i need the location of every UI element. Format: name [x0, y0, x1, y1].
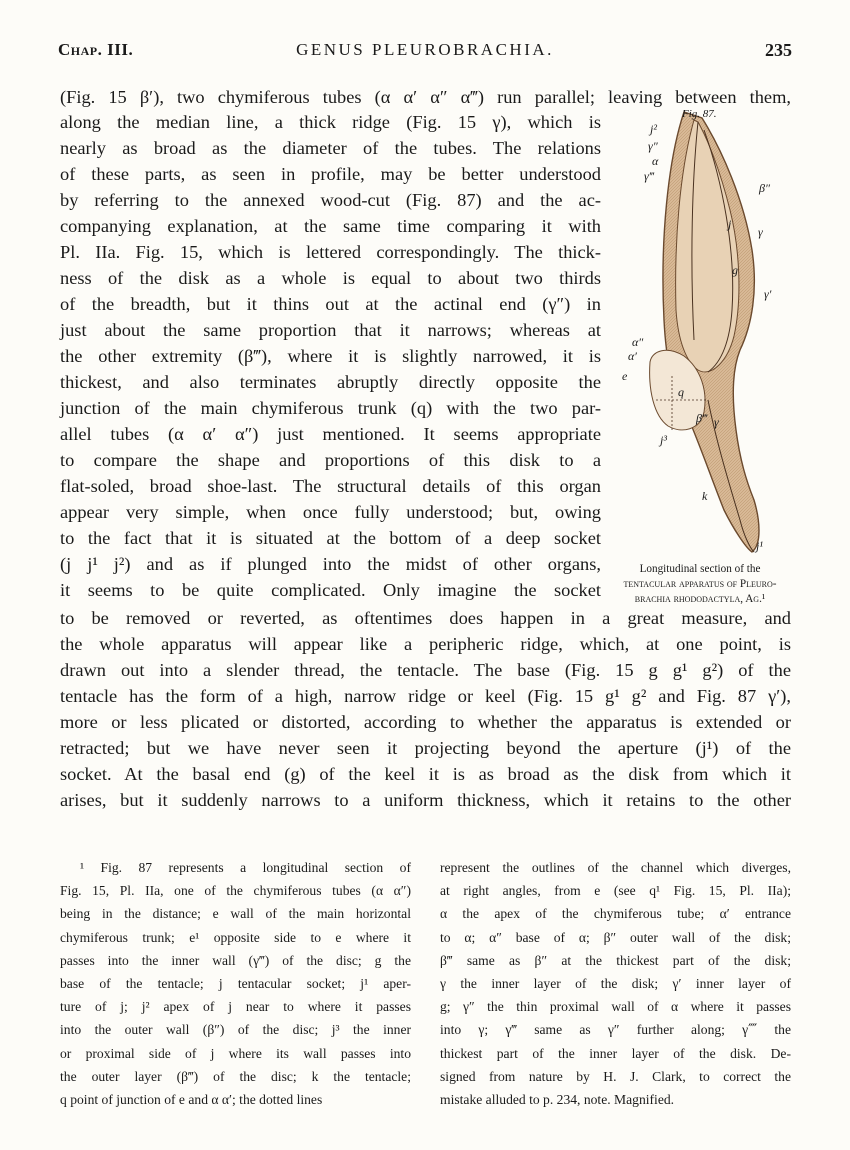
text-line: arises, but it suddenly narrows to a uniform thickness, which it retains to the other [60, 790, 791, 810]
text-line: to the fact that it is situated at the bottom of a deep socket [60, 528, 601, 548]
text-line: β‴ same as β″ at the thickest part of the disk; [440, 952, 791, 968]
text-line: drawn out into a slender thread, the tentacle. The base (Fig. 15 g g¹ g²) of the [60, 660, 791, 680]
text-line: to compare the shape and proportions of this disk to a [60, 450, 601, 470]
text-line: by referring to the annexed wood-cut (Fig. 87) and the ac- [60, 190, 601, 210]
text-line: it seems to be quite complicated. Only imagine the socket [60, 580, 601, 600]
text-line: Pl. IIa. Fig. 15, which is lettered correspondingly. The thick- [60, 242, 601, 262]
text-line: of these parts, as seen in profile, may be better understood [60, 164, 601, 184]
text-line: flat-soled, broad shoe-last. The structural details of this organ [60, 476, 601, 496]
text-line: γ the inner layer of the disk; γ′ inner layer of [440, 975, 791, 991]
label-beta3: β‴ [696, 411, 708, 425]
body-left-column [60, 110, 601, 604]
body-lower-text [60, 606, 791, 814]
caption-line: brachia rhododactyla, Ag.¹ [634, 593, 766, 605]
label-alpha1: α′ [628, 349, 637, 363]
text-line: thickest, and also terminates abruptly directly opposite the [60, 372, 601, 392]
text-line: mistake alluded to p. 234, note. Magnified. [440, 1091, 675, 1107]
text-line: ness of the disk as a whole is equal to about two thirds [60, 268, 601, 288]
label-e: e [622, 369, 628, 383]
text-line: of the breadth, but it thins out at the actinal end (γ″) in [60, 294, 601, 314]
label-gamma2: γ″ [648, 139, 658, 153]
caption-line: Longitudinal section of the [639, 563, 761, 575]
chapter-heading: Chap. III. [58, 40, 134, 59]
text-line: just about the same proportion that it narrows; whereas at [60, 320, 601, 340]
label-k: k [702, 489, 708, 503]
text-line: base of the tentacle; j tentacular socket; j¹ aper- [60, 975, 411, 991]
label-gamma: γ [758, 225, 763, 239]
footnote-right-column [440, 856, 791, 1111]
text-line: the whole apparatus will appear like a peripheric ridge, which, at one point, is [60, 634, 791, 654]
figure-87 [612, 100, 802, 600]
label-j: j [728, 217, 732, 231]
label-j1: j¹ [756, 539, 763, 553]
text-line: represent the outlines of the channel which diverges, [440, 860, 791, 875]
label-gamma-m: γ [714, 415, 719, 429]
caption-line: tentacular apparatus of Pleuro- [623, 578, 777, 590]
label-g: g [732, 263, 738, 277]
text-line: companying explanation, at the same time comparing it with [60, 216, 601, 236]
page-number: 235 [765, 40, 792, 60]
text-line: into the outer wall (β″) of the disc; j³ the inner [60, 1022, 411, 1038]
text-line: Fig. 15, Pl. IIa, one of the chymiferous tubes (α α″) [60, 883, 411, 899]
text-line: retracted; but we have never seen it projecting beyond the aperture (j¹) of the [60, 738, 791, 758]
label-q: q [678, 385, 684, 399]
label-j2: j² [650, 122, 657, 136]
text-line: passes into the inner wall (γ‴) of the disc; g the [60, 952, 411, 968]
text-line: allel tubes (α α′ α″) just mentioned. It seems appropriate [60, 424, 601, 444]
footnote-left-column [60, 856, 411, 1111]
text-line: g; γ″ the thin proximal wall of α where it passes [440, 999, 791, 1015]
label-alpha: α [652, 154, 659, 168]
text-line: along the median line, a thick ridge (Fig. 15 γ), which is [60, 112, 601, 132]
text-line: the other extremity (β‴), where it is slightly narrowed, it is [60, 346, 601, 366]
figure-label: Fig. 87. [682, 108, 717, 120]
running-title: GENUS PLEUROBRACHIA. [296, 40, 554, 59]
label-alpha2: α″ [632, 335, 644, 349]
text-line: α the apex of the chymiferous tube; α′ entrance [440, 906, 791, 922]
inner-layer-shape [676, 120, 739, 372]
text-line: ture of j; j² apex of j near to where it passes [60, 999, 411, 1015]
text-line: the outer layer (β‴) of the disc; k the tentacle; [60, 1068, 411, 1084]
text-line: junction of the main chymiferous trunk (q) with the two par- [60, 398, 601, 418]
text-line: nearly as broad as the diameter of the tubes. The relations [60, 138, 601, 158]
page-header [58, 40, 792, 66]
text-line: being in the distance; e wall of the main horizontal [60, 906, 411, 922]
text-line: (Fig. 15 β′), two chymiferous tubes (α α′ α″ α‴) run parallel; leaving between them, [60, 87, 791, 107]
text-line: chymiferous trunk; e¹ opposite side to e where it [60, 929, 411, 945]
text-line: (j j¹ j²) and as if plunged into the midst of other organs, [60, 554, 601, 574]
label-j3: j³ [660, 433, 667, 447]
text-line: to α; α″ base of α; β″ outer wall of the disk; [440, 929, 791, 945]
label-gamma-prime: γ′ [764, 287, 772, 301]
text-line: socket. At the basal end (g) of the keel it is as broad as the disk from which it [60, 764, 791, 784]
text-line: to be removed or reverted, as oftentimes does happen in a great measure, and [60, 608, 791, 628]
text-line: thickest part of the inner layer of the disk. De- [440, 1045, 791, 1061]
text-line: tentacle has the form of a high, narrow ridge or keel (Fig. 15 g¹ g² and Fig. 87 γ′), [60, 686, 791, 706]
text-line: signed from nature by H. J. Clark, to correct the [440, 1068, 791, 1084]
text-line: into γ; γ‴ same as γ″ further along; γ⁗ the [440, 1022, 791, 1038]
text-line: at right angles, from e (see q¹ Fig. 15, Pl. IIa); [440, 883, 791, 899]
label-gamma3: γ‴ [644, 169, 654, 183]
text-line: appear very simple, when once fully understood; but, owing [60, 502, 601, 522]
tentacular-apparatus-illustration [612, 100, 802, 560]
text-line: q point of junction of e and α α′; the dotted lines [60, 1091, 323, 1107]
text-line: or proximal side of j where its wall passes into [60, 1045, 411, 1061]
text-line: ¹ Fig. 87 represents a longitudinal section of [80, 860, 411, 875]
label-beta2: β″ [759, 181, 770, 195]
text-line: more or less plicated or distorted, according to whether the apparatus is extended or [60, 712, 791, 732]
figure-caption [604, 562, 796, 607]
